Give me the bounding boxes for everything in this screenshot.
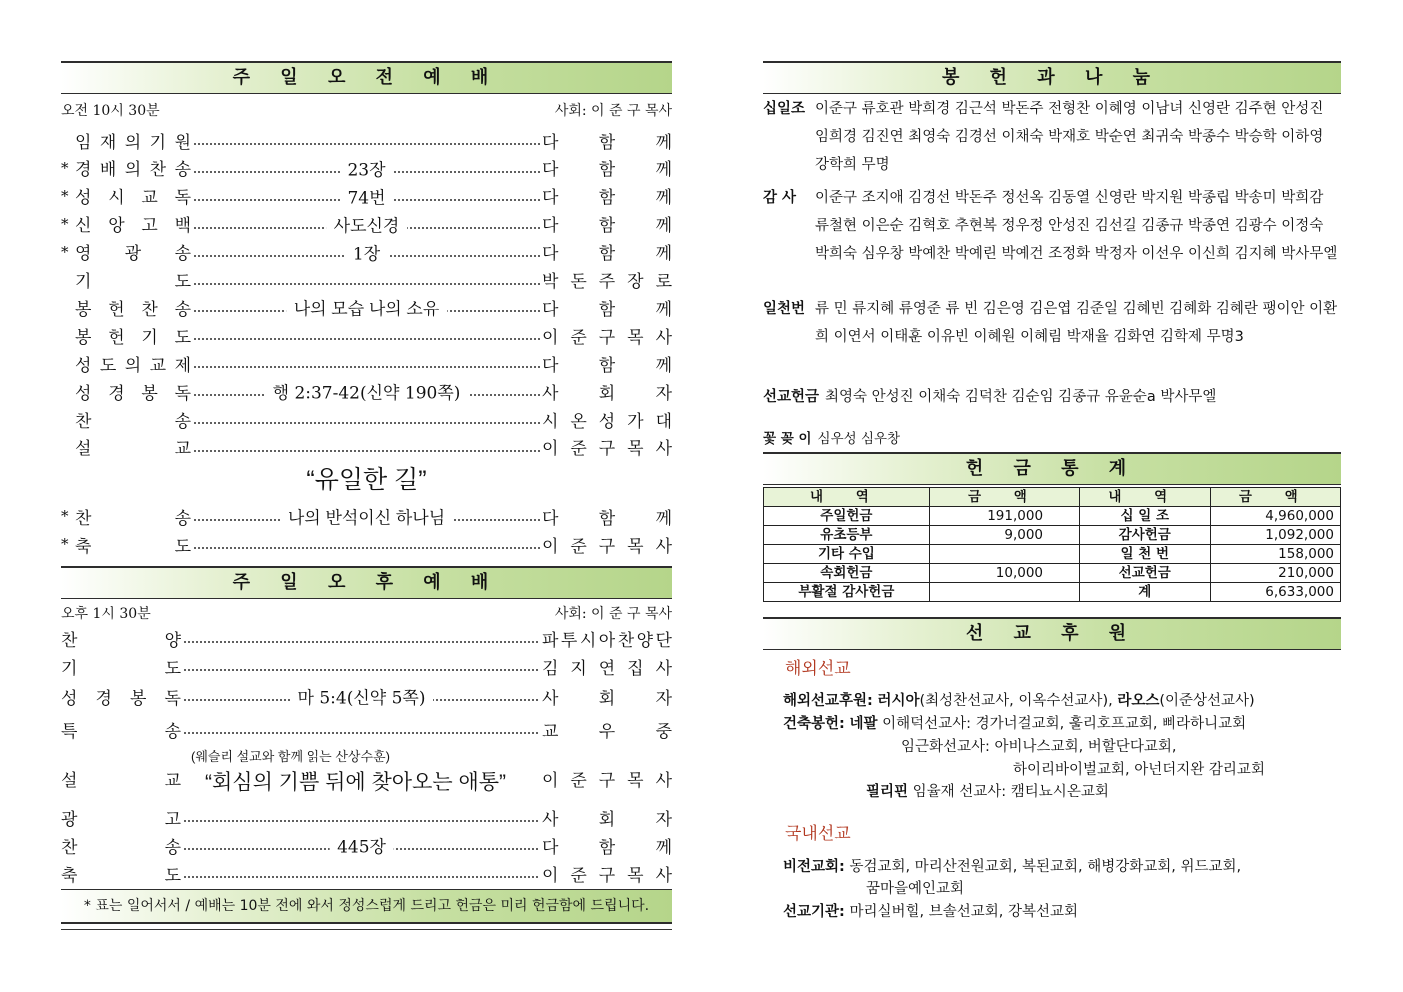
stats-item: 감사헌금 [1080, 526, 1210, 545]
stats-amount: 210,000 [1210, 564, 1341, 583]
mission-offering-names: 최영숙 안성진 이채숙 김덕찬 김순임 김종규 유윤순a 박사무엘 [825, 389, 1217, 405]
dot-leader [183, 628, 540, 648]
order-label: 봉 헌 기 도 [75, 327, 191, 348]
order-detail: 사도신경 [326, 211, 408, 236]
order-label: 설 교 [75, 439, 191, 460]
mission-offering [763, 383, 1341, 411]
dot-leader [193, 437, 540, 457]
stats-item: 부활절 감사헌금 [764, 583, 930, 602]
stats-col-header: 내 역 [1080, 488, 1210, 507]
order-detail: 74번 [339, 183, 393, 208]
order-leader: 이 준 구 목 사 [542, 865, 672, 886]
order-row [61, 294, 672, 320]
order-row [61, 267, 672, 293]
russia-missionaries: (최성찬선교사, 이옥수선교사), [919, 693, 1113, 709]
order-row [61, 211, 672, 237]
order-row [61, 434, 672, 460]
dot-leader [183, 807, 540, 827]
order-leader: 시 온 성 가 대 [542, 411, 672, 432]
order-row [61, 653, 672, 679]
philippines-church: 임율재 선교사: 캠티뇨시온교회 [912, 784, 1109, 800]
dot-leader [193, 325, 540, 345]
stats-header-row [764, 488, 1341, 507]
order-leader: 다 함 께 [542, 160, 672, 181]
order-label: 임 재 의 기 원 [75, 132, 191, 153]
dot-leader [183, 863, 540, 883]
stats-amount [929, 583, 1079, 602]
stats-amount: 4,960,000 [1210, 507, 1341, 526]
dot-leader [193, 534, 540, 554]
vision-churches-line [783, 856, 1241, 878]
flower-label: 꽃 꽂 이 [763, 431, 812, 447]
order-leader: 이 준 구 목 사 [542, 536, 672, 557]
notice-bar: * 표는 일어서서 / 예배는 10분 전에 와서 정성스럽게 드리고 헌금은 미리 헌금함에 드립니다. [61, 889, 672, 924]
dot-leader [193, 158, 540, 181]
order-row [61, 531, 672, 557]
overseas-support-line [783, 690, 1255, 712]
order-row [61, 406, 672, 432]
order-label: 광 고 [61, 809, 181, 830]
afternoon-sermon-label: 설 교 [61, 770, 181, 791]
order-leader: 다 함 께 [542, 216, 672, 237]
afternoon-time: 오후 1시 30분 [61, 606, 151, 622]
table-row [764, 507, 1341, 526]
nepal-line-3: 하이리바이벌교회, 아넌더지완 감리교회 [1013, 762, 1265, 778]
stats-item: 십 일 조 [1080, 507, 1210, 526]
offering-group [763, 184, 1341, 268]
afternoon-service-header: 주 일 오 후 예 배 [61, 566, 672, 599]
mission-offering-label: 선교헌금 [763, 389, 820, 405]
order-label: 봉 헌 찬 송 [75, 299, 191, 320]
stats-col-header: 금 액 [1210, 488, 1341, 507]
stats-item: 기타 수입 [764, 545, 930, 564]
order-detail: 나의 반석이신 하나님 [280, 504, 453, 529]
domestic-mission-title: 국내선교 [785, 824, 851, 844]
nepal-churches: 이해덕선교사: 경가너걸교회, 훌리호프교회, 삐라하니교회 [882, 716, 1247, 732]
order-row [61, 625, 672, 651]
order-detail: 23장 [339, 155, 393, 180]
stats-col-header: 금 액 [929, 488, 1079, 507]
offering-group-label: 일천번 [763, 301, 806, 317]
order-label: 성 시 교 독 [75, 188, 191, 209]
order-row [61, 503, 672, 529]
table-row [764, 526, 1341, 545]
stats-amount: 1,092,000 [1210, 526, 1341, 545]
order-row [61, 322, 672, 348]
order-leader: 파 투 시 아 찬 양 단 [542, 630, 672, 651]
afternoon-sermon-leader: 이 준 구 목 사 [542, 770, 672, 791]
missions-header: 선 교 후 원 [763, 617, 1341, 650]
order-row [61, 155, 672, 181]
standing-mark: * [61, 214, 69, 233]
order-leader: 다 함 께 [542, 837, 672, 858]
order-leader: 박 돈 주 장 로 [542, 272, 672, 292]
order-leader: 이 준 구 목 사 [542, 327, 672, 348]
morning-meta [61, 100, 672, 122]
overseas-support-label: 해외선교후원: [783, 693, 873, 709]
order-label: 신 앙 고 백 [75, 216, 191, 237]
order-row [61, 127, 672, 153]
dot-leader [193, 297, 540, 317]
laos-missionary: (이준상선교사) [1159, 693, 1255, 709]
order-detail: 마 5:4(신약 5쪽) [290, 684, 434, 709]
afternoon-meta [61, 603, 672, 625]
stats-amount [929, 545, 1079, 564]
dot-leader [193, 409, 540, 429]
order-leader: 다 함 께 [542, 299, 672, 320]
offering-group-names: 류 민 류지혜 류영준 류 빈 김은영 김은엽 김준일 김혜빈 김혜화 김혜란 팽이안 이환희 이연서 이태훈 이유빈 이혜원 이혜림 박재율 김화연 김학제 무명3 [815, 301, 1338, 345]
order-label: 축 도 [61, 865, 181, 886]
mission-org-line [783, 901, 1078, 923]
standing-mark: * [61, 535, 69, 553]
philippines-line [866, 781, 1109, 803]
order-label: 특 송 [61, 721, 181, 742]
afternoon-sermon-box [181, 749, 542, 800]
stats-item: 유초등부 [764, 526, 930, 545]
stats-header: 헌 금 통 계 [763, 452, 1341, 485]
stats-amount: 6,633,000 [1210, 583, 1341, 602]
stats-item: 속회헌금 [764, 564, 930, 583]
order-row [61, 683, 672, 709]
order-label: 영 광 송 [75, 244, 191, 265]
stats-amount: 9,000 [929, 526, 1079, 545]
order-leader: 교 우 중 [542, 721, 672, 742]
laos-label: 라오스 [1117, 693, 1160, 709]
stats-amount: 10,000 [929, 564, 1079, 583]
afternoon-sermon-row [61, 749, 672, 794]
order-label: 찬 송 [75, 411, 191, 432]
offering-group-label: 감 사 [763, 190, 797, 206]
order-label: 기 도 [75, 272, 191, 292]
morning-time: 오전 10시 30분 [61, 103, 160, 119]
standing-mark: * [61, 242, 69, 261]
order-label: 찬 송 [61, 837, 181, 858]
building-label: 건축봉헌: [783, 716, 845, 732]
table-row [764, 564, 1341, 583]
standing-mark: * [61, 186, 69, 205]
order-label: 기 도 [61, 658, 181, 679]
afternoon-sermon-subtitle: (웨슬리 설교와 함께 읽는 산상수훈) [191, 749, 390, 764]
order-label: 성 경 봉 독 [75, 383, 191, 404]
flower-offering [763, 425, 1341, 453]
order-label: 찬 양 [61, 630, 181, 651]
morning-host: 사회: 이 준 구 목사 [554, 103, 672, 119]
order-label: 축 도 [75, 536, 191, 557]
philippines-label: 필리핀 [866, 784, 909, 800]
offering-group-names: 이준구 조지애 김경선 박돈주 정선옥 김동열 신영란 박지원 박종립 박송미 박희감 류철현 이은순 김혁호 추현복 정우정 안성진 김선길 김종규 박종연 김광수 이정숙 박희숙 심우창 박예찬 박예린 박예건 조정화 박정자 이선우 이신희 김지혜 박사무엘 [815, 190, 1338, 262]
order-row [61, 860, 672, 886]
bottom-rule [61, 929, 672, 930]
order-label: 성 경 봉 독 [61, 688, 181, 709]
offering-group-names: 이준구 류호관 박희경 김근석 박돈주 전형찬 이혜영 이남녀 신영란 김주현 안성진 임희경 김진연 최영숙 김경선 이채숙 박재호 박순연 최귀숙 박종수 박승학 이하영 강학희 무명 [815, 101, 1324, 173]
order-row [61, 239, 672, 265]
dot-leader [183, 835, 540, 858]
offering-group [763, 295, 1341, 351]
table-row [764, 583, 1341, 602]
dot-leader [193, 353, 540, 373]
stats-item: 선교헌금 [1080, 564, 1210, 583]
stats-amount: 191,000 [929, 507, 1079, 526]
stats-item: 일 천 번 [1080, 545, 1210, 564]
dot-leader [193, 506, 540, 526]
stats-col-header: 내 역 [764, 488, 930, 507]
vision-churches-line-2: 꿈마을예인교회 [866, 881, 965, 897]
dot-leader [193, 186, 540, 209]
standing-mark: * [61, 158, 69, 177]
dot-leader [183, 656, 540, 676]
dot-leader [193, 214, 540, 237]
order-leader: 김 지 연 집 사 [542, 658, 672, 679]
afternoon-host: 사회: 이 준 구 목사 [554, 606, 672, 622]
order-leader: 사 회 자 [542, 688, 672, 709]
dot-leader [193, 270, 540, 290]
dot-leader [193, 242, 540, 265]
order-row [61, 350, 672, 376]
order-leader: 이 준 구 목 사 [542, 439, 672, 460]
order-detail: 나의 모습 나의 소유 [286, 295, 448, 320]
vision-churches-label: 비전교회: [783, 859, 845, 875]
nepal-label: 네팔 [849, 716, 878, 732]
order-leader: 사 회 자 [542, 383, 672, 404]
offering-header: 봉 헌 과 나 눔 [763, 61, 1341, 94]
mission-org-list: 마리실버힐, 브솔선교회, 강복선교회 [849, 904, 1078, 920]
dot-leader [183, 719, 540, 739]
standing-mark: * [61, 507, 69, 525]
order-row [61, 716, 672, 742]
building-line [783, 713, 1246, 735]
offering-group-label: 십일조 [763, 101, 806, 117]
dot-leader [193, 130, 540, 150]
order-leader: 다 함 께 [542, 132, 672, 153]
stats-item: 계 [1080, 583, 1210, 602]
offering-stats-table [763, 487, 1341, 602]
dot-leader [193, 381, 540, 404]
stats-item: 주일헌금 [764, 507, 930, 526]
order-detail: 445장 [329, 833, 394, 858]
stats-amount: 158,000 [1210, 545, 1341, 564]
order-row [61, 804, 672, 830]
vision-churches-list: 동검교회, 마리산전원교회, 복된교회, 해병강화교회, 위드교회, [849, 859, 1242, 875]
order-row [61, 378, 672, 404]
order-leader: 다 함 께 [542, 244, 672, 265]
order-leader: 다 함 께 [542, 188, 672, 209]
mission-org-label: 선교기관: [783, 904, 845, 920]
order-leader: 다 함 께 [542, 355, 672, 376]
table-row [764, 545, 1341, 564]
order-row [61, 183, 672, 209]
order-detail: 1장 [345, 239, 388, 264]
afternoon-sermon-title: “회심의 기쁨 뒤에 찾아오는 애통” [205, 771, 507, 794]
morning-service-header: 주 일 오 전 예 배 [61, 61, 672, 94]
flower-names: 심우성 심우창 [817, 431, 901, 447]
order-leader: 사 회 자 [542, 809, 672, 830]
order-leader: 다 함 께 [542, 508, 672, 529]
dot-leader [183, 686, 540, 709]
russia-label: 러시아 [877, 693, 920, 709]
order-label: 성 도 의 교 제 [75, 355, 191, 376]
overseas-mission-title: 해외선교 [785, 659, 851, 679]
order-label: 경 배 의 찬 송 [75, 160, 191, 181]
order-row [61, 832, 672, 858]
order-detail: 행 2:37-42(신약 190쪽) [265, 379, 469, 404]
offering-group [763, 95, 1341, 179]
morning-sermon-title: “유일한 길” [306, 466, 427, 494]
order-label: 찬 송 [75, 508, 191, 529]
nepal-line-2: 임근화선교사: 아비나스교회, 버할단다교회, [901, 739, 1177, 755]
